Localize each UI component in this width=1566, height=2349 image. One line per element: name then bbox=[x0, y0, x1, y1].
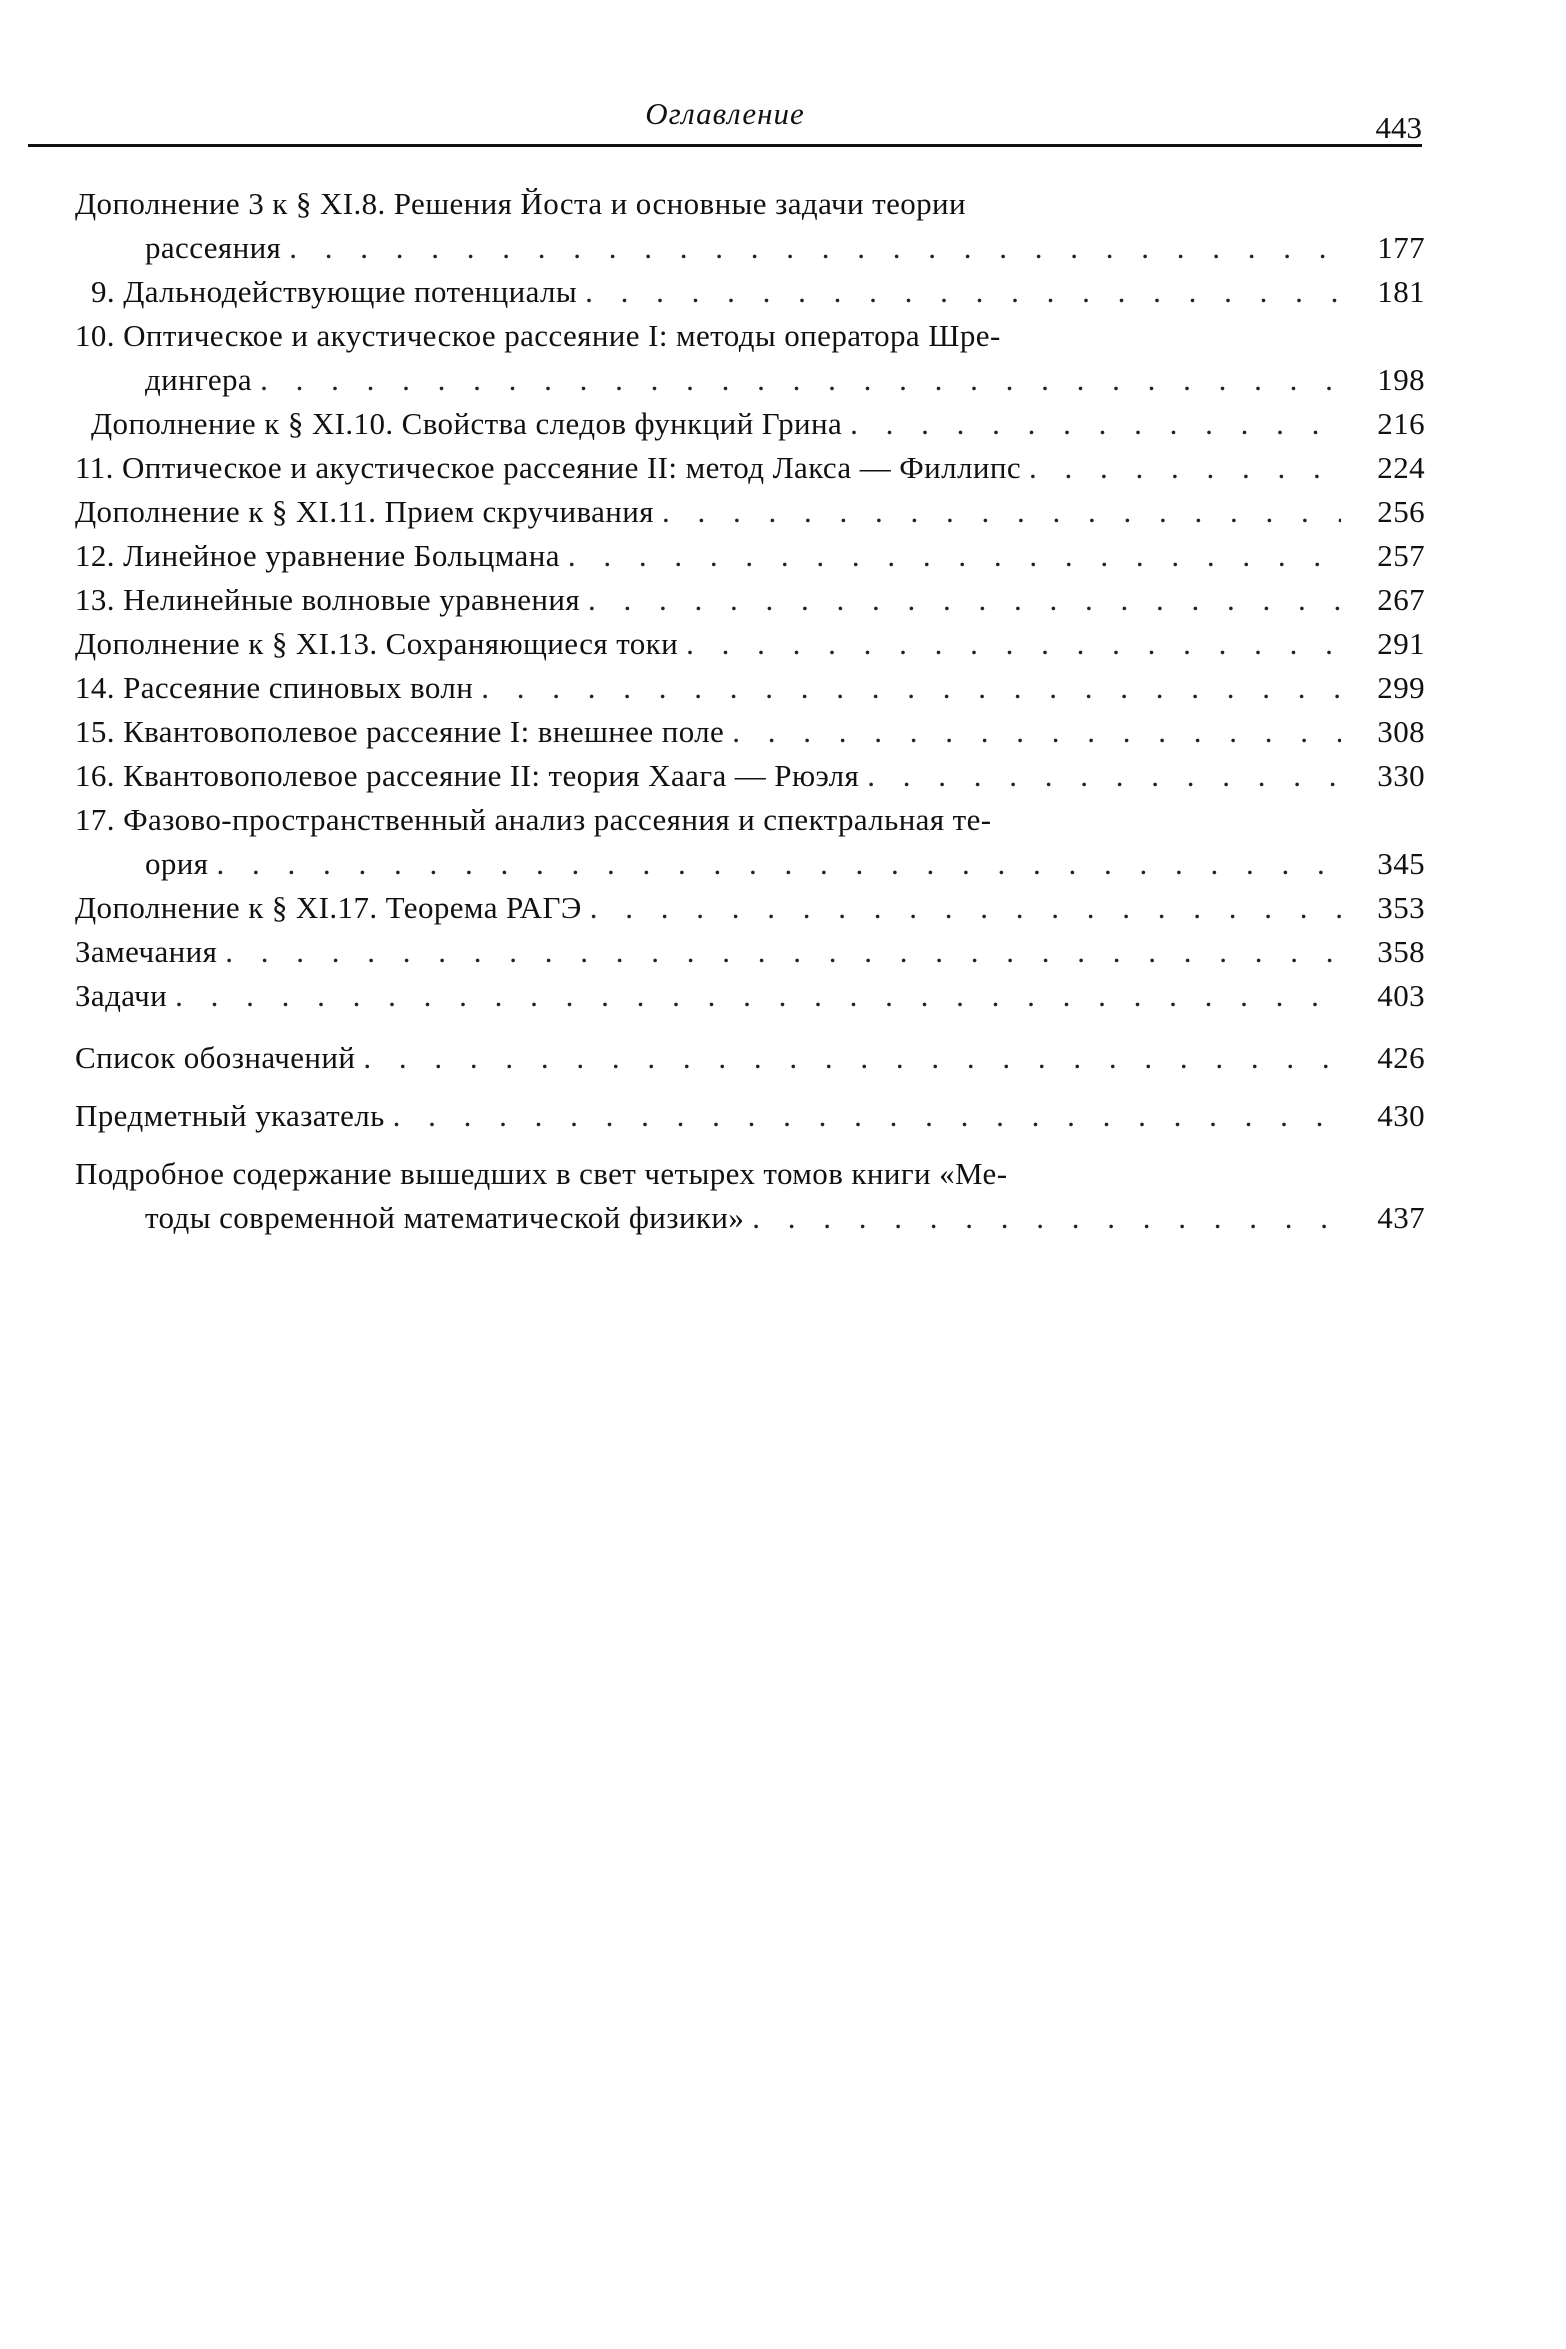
toc-entry-list-of-symbols bbox=[75, 1036, 1425, 1080]
dot-leader bbox=[732, 710, 1341, 754]
toc-entry-title: Список обозначений bbox=[75, 1040, 356, 1075]
dot-leader bbox=[175, 974, 1341, 1018]
dot-leader bbox=[289, 226, 1341, 270]
toc-page-ref: 345 bbox=[1377, 846, 1425, 881]
dot-leader bbox=[568, 534, 1341, 578]
dot-leader bbox=[752, 1196, 1341, 1240]
toc-entry-detailed-contents bbox=[75, 1152, 1425, 1240]
toc-page-ref: 216 bbox=[1377, 406, 1425, 441]
toc-entry-title: Дополнение к § XI.17. Теорема РАГЭ bbox=[75, 890, 582, 925]
dot-leader bbox=[662, 490, 1341, 534]
toc-entry-section-12 bbox=[75, 534, 1425, 578]
dot-leader bbox=[850, 402, 1341, 446]
table-of-contents bbox=[75, 182, 1425, 1240]
toc-entry-title-continuation: ория bbox=[145, 846, 209, 881]
toc-entry-section-13 bbox=[75, 578, 1425, 622]
toc-entry-subject-index bbox=[75, 1094, 1425, 1138]
toc-entry-title-line: 17. Фазово-пространственный анализ рассеяния и спектральная те- bbox=[75, 802, 992, 837]
toc-entry-section-9 bbox=[75, 270, 1425, 314]
toc-entry-title: Дополнение к § XI.11. Прием скручивания bbox=[75, 494, 654, 529]
dot-leader bbox=[481, 666, 1341, 710]
toc-entry-supplement-xi13 bbox=[75, 622, 1425, 666]
toc-entry-title: 16. Квантовополевое рассеяние II: теория Хаага — Рюэля bbox=[75, 758, 860, 793]
toc-entry-title: 15. Квантовополевое рассеяние I: внешнее поле bbox=[75, 714, 725, 749]
toc-entry-supplement-xi11 bbox=[75, 490, 1425, 534]
dot-leader bbox=[867, 754, 1341, 798]
toc-page-ref: 358 bbox=[1377, 934, 1425, 969]
toc-entry-supplement-xi17 bbox=[75, 886, 1425, 930]
dot-leader bbox=[686, 622, 1341, 666]
toc-entry-section-14 bbox=[75, 666, 1425, 710]
dot-leader bbox=[590, 886, 1341, 930]
toc-entry-title-continuation: тоды современной математической физики» bbox=[145, 1200, 745, 1235]
toc-page-ref: 291 bbox=[1377, 626, 1425, 661]
toc-entry-title: Дополнение к § XI.13. Сохраняющиеся токи bbox=[75, 626, 679, 661]
dot-leader bbox=[1029, 446, 1341, 490]
dot-leader bbox=[363, 1036, 1341, 1080]
toc-page-ref: 299 bbox=[1377, 670, 1425, 705]
toc-entry-problems bbox=[75, 974, 1425, 1018]
spacer bbox=[75, 1018, 1425, 1036]
toc-page-ref: 403 bbox=[1377, 978, 1425, 1013]
spacer bbox=[75, 1080, 1425, 1094]
toc-entry-title-line: Подробное содержание вышедших в свет четырех томов книги «Ме- bbox=[75, 1156, 1008, 1191]
page-number: 443 bbox=[1375, 110, 1422, 145]
toc-entry-section-17 bbox=[75, 798, 1425, 886]
toc-entry-supplement-3-xi8 bbox=[75, 182, 1425, 270]
dot-leader bbox=[225, 930, 1341, 974]
toc-entry-supplement-xi10 bbox=[75, 402, 1425, 446]
toc-page-ref: 267 bbox=[1377, 582, 1425, 617]
toc-entry-section-11 bbox=[75, 446, 1425, 490]
toc-entry-title: Замечания bbox=[75, 934, 218, 969]
toc-page-ref: 353 bbox=[1377, 890, 1425, 925]
toc-entry-notes bbox=[75, 930, 1425, 974]
dot-leader bbox=[260, 358, 1341, 402]
toc-page-ref: 430 bbox=[1377, 1098, 1425, 1133]
toc-page-ref: 224 bbox=[1377, 450, 1425, 485]
toc-page-ref: 181 bbox=[1377, 274, 1425, 309]
toc-page-ref: 426 bbox=[1377, 1040, 1425, 1075]
toc-entry-title: 13. Нелинейные волновые уравнения bbox=[75, 582, 581, 617]
toc-entry-title: 14. Рассеяние спиновых волн bbox=[75, 670, 474, 705]
running-title: Оглавление bbox=[645, 96, 805, 131]
toc-entry-title-line: 10. Оптическое и акустическое рассеяние I: методы оператора Шре- bbox=[75, 318, 1001, 353]
toc-entry-section-16 bbox=[75, 754, 1425, 798]
spacer bbox=[75, 1138, 1425, 1152]
toc-entry-title: 12. Линейное уравнение Больцмана bbox=[75, 538, 560, 573]
toc-page-ref: 256 bbox=[1377, 494, 1425, 529]
toc-page-ref: 308 bbox=[1377, 714, 1425, 749]
running-head bbox=[28, 96, 1422, 147]
toc-entry-title: Предметный указатель bbox=[75, 1098, 385, 1133]
toc-entry-title: Задачи bbox=[75, 978, 168, 1013]
dot-leader bbox=[588, 578, 1341, 622]
dot-leader bbox=[585, 270, 1341, 314]
toc-entry-title: 11. Оптическое и акустическое рассеяние II: метод Лакса — Филлипс bbox=[75, 450, 1022, 485]
toc-entry-title-line: Дополнение 3 к § XI.8. Решения Йоста и основные задачи теории bbox=[75, 186, 967, 221]
toc-entry-title: 9. Дальнодействующие потенциалы bbox=[91, 274, 578, 309]
dot-leader bbox=[393, 1094, 1341, 1138]
toc-page-ref: 330 bbox=[1377, 758, 1425, 793]
toc-entry-title-continuation: дингера bbox=[145, 362, 253, 397]
toc-entry-title-continuation: рассеяния bbox=[145, 230, 282, 265]
toc-entry-section-10 bbox=[75, 314, 1425, 402]
toc-entry-section-15 bbox=[75, 710, 1425, 754]
toc-page-ref: 437 bbox=[1377, 1200, 1425, 1235]
dot-leader bbox=[216, 842, 1341, 886]
toc-page-ref: 177 bbox=[1377, 230, 1425, 265]
toc-page-ref: 198 bbox=[1377, 362, 1425, 397]
toc-page-ref: 257 bbox=[1377, 538, 1425, 573]
toc-entry-title: Дополнение к § XI.10. Свойства следов функций Грина bbox=[91, 406, 843, 441]
